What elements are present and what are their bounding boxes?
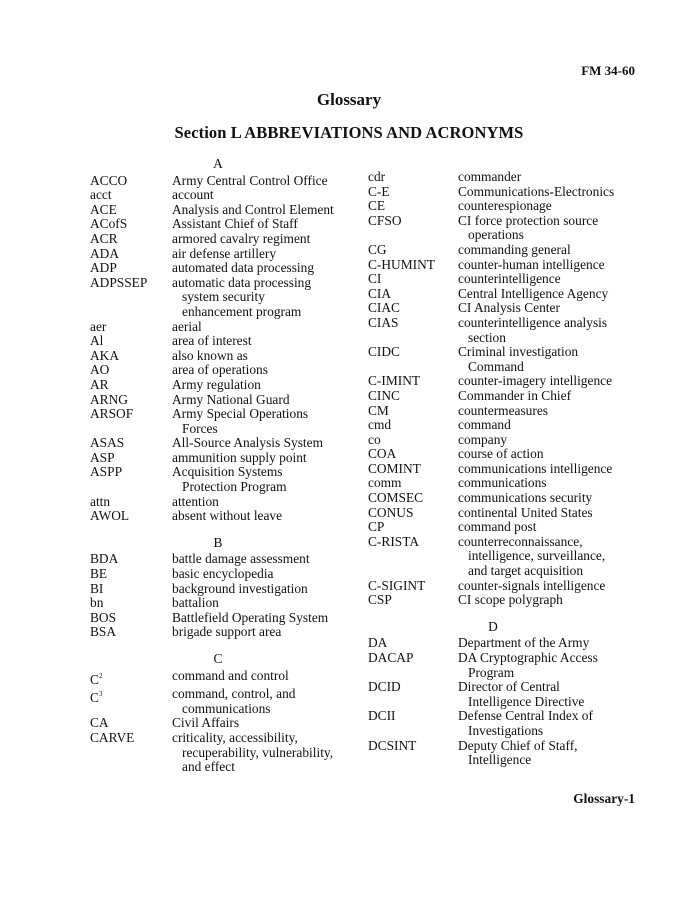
- glossary-entry: [368, 272, 633, 287]
- definition-line: Analysis and Control Element: [172, 201, 334, 217]
- entry-abbreviation: CIA: [368, 285, 392, 301]
- glossary-left-column: [90, 157, 360, 775]
- entry-definition: [172, 625, 360, 640]
- entry-abbreviation: C-IMINT: [368, 373, 421, 389]
- definition-line: Civil Affairs: [172, 715, 240, 731]
- entry-abbreviation: CIAS: [368, 314, 399, 330]
- definition-line: Defense Central Index of: [458, 708, 593, 724]
- definition-continuation: Intelligence: [468, 752, 532, 768]
- glossary-entry: [368, 243, 633, 258]
- definition-line: Deputy Chief of Staff,: [458, 737, 578, 753]
- glossary-entry: [368, 345, 633, 374]
- glossary-entry: [368, 374, 633, 389]
- definition-continuation: Protection Program: [182, 479, 287, 495]
- entry-definition: [172, 349, 360, 364]
- entry-definition: [458, 462, 633, 477]
- definition-continuation: recuperability, vulnerability,: [182, 744, 334, 760]
- definition-line: counterintelligence analysis: [458, 314, 608, 330]
- entry-definition: [172, 247, 360, 262]
- entry-definition: [172, 582, 360, 597]
- entry-abbreviation: cmd: [368, 417, 392, 433]
- entry-abbreviation: ARNG: [90, 391, 128, 407]
- definition-line: communications: [458, 475, 547, 491]
- definition-line: area of interest: [172, 333, 252, 349]
- glossary-entry: [368, 462, 633, 477]
- definition-line: counter-signals intelligence: [458, 577, 606, 593]
- glossary-entry: [90, 731, 360, 775]
- definition-line: brigade support area: [172, 624, 282, 640]
- entry-definition: [172, 334, 360, 349]
- entry-abbreviation: co: [368, 431, 381, 447]
- entry-abbreviation: CSP: [368, 592, 392, 608]
- definition-line: All-Source Analysis System: [172, 435, 324, 451]
- glossary-entry: [90, 716, 360, 731]
- glossary-entry: [368, 389, 633, 404]
- superscript: 2: [98, 671, 103, 680]
- entry-definition: [172, 363, 360, 378]
- glossary-entry: [90, 363, 360, 378]
- definition-line: area of operations: [172, 362, 268, 378]
- entry-abbreviation: ASPP: [90, 464, 123, 480]
- entry-abbreviation: AR: [90, 376, 109, 392]
- entry-abbreviation: cdr: [368, 169, 386, 184]
- entry-abbreviation: CE: [368, 198, 386, 214]
- entry-definition: [458, 579, 633, 594]
- glossary-right-column: [368, 170, 633, 768]
- entry-abbreviation: ACR: [90, 230, 118, 246]
- definition-line: countermeasures: [458, 402, 548, 418]
- definition-continuation: communications: [182, 700, 271, 716]
- glossary-entry: [368, 680, 633, 709]
- entry-definition: [458, 506, 633, 521]
- definition-line: counterreconnaissance,: [458, 533, 583, 549]
- entry-definition: [172, 716, 360, 731]
- entry-definition: [172, 203, 360, 218]
- definition-continuation: system security: [182, 289, 265, 305]
- glossary-entry: [90, 261, 360, 276]
- entry-abbreviation: DCII: [368, 708, 396, 724]
- entry-abbreviation: C-HUMINT: [368, 256, 435, 272]
- entry-abbreviation: BDA: [90, 551, 119, 567]
- definition-line: CI Analysis Center: [458, 300, 560, 316]
- definition-line: counter-imagery intelligence: [458, 373, 613, 389]
- entry-abbreviation: ARSOF: [90, 406, 134, 422]
- glossary-entry: [90, 552, 360, 567]
- definition-line: aerial: [172, 318, 202, 334]
- entry-definition: [172, 188, 360, 203]
- entry-definition: [458, 404, 633, 419]
- entry-definition: [458, 389, 633, 404]
- entry-abbreviation: CA: [90, 715, 109, 731]
- glossary-entry: [90, 188, 360, 203]
- definition-line: Army regulation: [172, 376, 261, 392]
- definition-line: command and control: [172, 667, 289, 683]
- definition-line: ammunition supply point: [172, 449, 307, 465]
- definition-line: Department of the Army: [458, 635, 590, 651]
- glossary-entry: [90, 465, 360, 494]
- entry-abbreviation: ACofS: [90, 216, 128, 232]
- glossary-entry: [368, 579, 633, 594]
- entry-abbreviation: AWOL: [90, 508, 130, 524]
- definition-continuation: Forces: [182, 420, 218, 436]
- glossary-entry: [90, 320, 360, 335]
- section-gap: [368, 608, 633, 620]
- section-letter: D: [488, 618, 498, 634]
- definition-line: also known as: [172, 347, 248, 363]
- definition-continuation: Investigations: [468, 722, 544, 738]
- glossary-entry: [90, 582, 360, 597]
- entry-abbreviation: C-SIGINT: [368, 577, 426, 593]
- entry-abbreviation: $C^2$: [90, 671, 103, 687]
- glossary-entry: [90, 669, 360, 688]
- entry-abbreviation: COMSEC: [368, 490, 424, 506]
- definition-continuation: section: [468, 329, 506, 345]
- document-id: FM 34-60: [581, 63, 635, 78]
- entry-abbreviation: CP: [368, 519, 385, 535]
- entry-abbreviation: AO: [90, 362, 110, 378]
- glossary-entry: [368, 287, 633, 302]
- entry-abbreviation: ADA: [90, 245, 120, 261]
- definition-line: Director of Central: [458, 679, 560, 695]
- entry-definition: [172, 232, 360, 247]
- definition-line: battalion: [172, 595, 219, 611]
- entry-abbreviation: ACCO: [90, 172, 128, 188]
- page-title: Glossary: [316, 90, 382, 109]
- entry-abbreviation: BE: [90, 566, 108, 582]
- entry-abbreviation: ACE: [90, 201, 117, 217]
- entry-definition: [172, 217, 360, 232]
- definition-line: communications intelligence: [458, 460, 613, 476]
- entry-abbreviation: ADPSSEP: [90, 274, 148, 290]
- entry-definition: [458, 199, 633, 214]
- definition-line: armored cavalry regiment: [172, 230, 311, 246]
- entry-definition: [458, 345, 633, 374]
- glossary-entry: [368, 476, 633, 491]
- entry-definition: [458, 739, 633, 768]
- glossary-entry: [368, 535, 633, 579]
- glossary-entry: [368, 709, 633, 738]
- glossary-entry: [368, 491, 633, 506]
- definition-continuation: Command: [468, 358, 524, 374]
- definition-line: criticality, accessibility,: [172, 729, 298, 745]
- entry-abbreviation: BSA: [90, 624, 117, 640]
- entry-abbreviation: DCID: [368, 679, 401, 695]
- definition-line: counter-human intelligence: [458, 256, 605, 272]
- section-gap: [90, 640, 360, 652]
- glossary-entry: [90, 174, 360, 189]
- entry-definition: [172, 320, 360, 335]
- definition-line: automatic data processing: [172, 274, 312, 290]
- glossary-entry: [90, 393, 360, 408]
- definition-line: Commander in Chief: [458, 387, 572, 403]
- glossary-entry: [368, 447, 633, 462]
- glossary-entry: [90, 687, 360, 716]
- section-title: Section L ABBREVIATIONS AND ACRONYMS: [174, 123, 524, 142]
- glossary-entry: [368, 739, 633, 768]
- entry-abbreviation: CARVE: [90, 729, 135, 745]
- glossary-entry: [90, 232, 360, 247]
- definition-continuation: intelligence, surveillance,: [468, 548, 606, 564]
- definition-line: absent without leave: [172, 508, 283, 524]
- entry-definition: [458, 433, 633, 448]
- entry-abbreviation: Al: [90, 333, 104, 349]
- entry-abbreviation: DA: [368, 635, 388, 651]
- entry-definition: [458, 243, 633, 258]
- entry-definition: [458, 185, 633, 200]
- entry-abbreviation: C-E: [368, 183, 390, 199]
- entry-abbreviation: attn: [90, 493, 111, 509]
- glossary-entry: [90, 276, 360, 320]
- entry-abbreviation: acct: [90, 187, 112, 203]
- entry-abbreviation: BI: [90, 580, 104, 596]
- definition-continuation: enhancement program: [182, 303, 302, 319]
- entry-definition: [172, 465, 360, 494]
- definition-line: Acquisition Systems: [172, 464, 283, 480]
- definition-line: command, control, and: [172, 686, 296, 702]
- definition-line: Army National Guard: [172, 391, 290, 407]
- definition-line: Army Special Operations: [172, 406, 309, 422]
- glossary-entry: [90, 436, 360, 451]
- definition-line: commanding general: [458, 241, 571, 257]
- entry-definition: [172, 451, 360, 466]
- page-number: Glossary-1: [573, 791, 635, 806]
- entry-abbreviation: ASP: [90, 449, 115, 465]
- entry-definition: [458, 418, 633, 433]
- entry-abbreviation: bn: [90, 595, 104, 611]
- entry-definition: [458, 476, 633, 491]
- entry-definition: [172, 596, 360, 611]
- glossary-entry: [368, 593, 633, 608]
- entry-definition: [172, 378, 360, 393]
- glossary-entry: [90, 203, 360, 218]
- glossary-entry: [368, 418, 633, 433]
- glossary-entry: [90, 509, 360, 524]
- entry-definition: [458, 535, 633, 579]
- definition-line: Army Central Control Office: [172, 172, 328, 188]
- entry-definition: [458, 593, 633, 608]
- definition-line: commander: [458, 169, 522, 184]
- definition-line: counterintelligence: [458, 271, 561, 287]
- glossary-entry: [368, 651, 633, 680]
- definition-line: basic encyclopedia: [172, 566, 274, 582]
- glossary-entry: [368, 433, 633, 448]
- glossary-entry: [90, 334, 360, 349]
- definition-line: DA Cryptographic Access: [458, 650, 598, 665]
- glossary-entry: [368, 404, 633, 419]
- definition-line: Communications-Electronics: [458, 183, 615, 199]
- entry-definition: [172, 669, 360, 688]
- entry-abbreviation: BOS: [90, 609, 117, 625]
- entry-abbreviation: COMINT: [368, 460, 421, 476]
- definition-line: Battlefield Operating System: [172, 609, 329, 625]
- entry-abbreviation: $C^3$: [90, 690, 103, 706]
- entry-definition: [172, 611, 360, 626]
- entry-definition: [172, 509, 360, 524]
- entry-definition: [458, 680, 633, 709]
- entry-definition: [172, 407, 360, 436]
- definition-line: air defense artillery: [172, 245, 277, 261]
- entry-definition: [172, 174, 360, 189]
- entry-abbreviation: CINC: [368, 387, 400, 403]
- definition-continuation: Program: [468, 664, 515, 680]
- entry-abbreviation: CG: [368, 241, 387, 257]
- entry-abbreviation: COA: [368, 446, 397, 462]
- definition-continuation: Intelligence Directive: [468, 693, 585, 709]
- definition-continuation: operations: [468, 227, 524, 243]
- glossary-entry: [368, 316, 633, 345]
- entry-definition: [458, 447, 633, 462]
- entry-definition: [458, 709, 633, 738]
- entry-abbreviation: CIAC: [368, 300, 400, 316]
- glossary-entry: [90, 625, 360, 640]
- definition-line: command post: [458, 519, 537, 535]
- entry-abbreviation: DCSINT: [368, 737, 417, 753]
- glossary-entry: [368, 636, 633, 651]
- definition-line: communications security: [458, 490, 593, 506]
- entry-abbreviation: ADP: [90, 260, 117, 276]
- entry-definition: [458, 214, 633, 243]
- definition-line: Criminal investigation: [458, 344, 579, 360]
- definition-continuation: and target acquisition: [468, 563, 584, 579]
- entry-abbreviation: CFSO: [368, 212, 402, 228]
- glossary-entry: [90, 451, 360, 466]
- glossary-entry: [90, 596, 360, 611]
- glossary-entry: [368, 199, 633, 214]
- definition-line: CI force protection source: [458, 212, 599, 228]
- entry-definition: [458, 272, 633, 287]
- glossary-entry: [368, 301, 633, 316]
- entry-abbreviation: AKA: [90, 347, 120, 363]
- section-letter: B: [213, 534, 223, 550]
- entry-definition: [458, 520, 633, 535]
- entry-definition: [172, 495, 360, 510]
- definition-line: command: [458, 417, 511, 433]
- entry-abbreviation: aer: [90, 318, 107, 334]
- glossary-entry: [368, 185, 633, 200]
- entry-definition: [458, 316, 633, 345]
- section-letter: C: [213, 651, 223, 666]
- definition-line: course of action: [458, 446, 544, 462]
- definition-line: continental United States: [458, 504, 593, 520]
- entry-abbreviation: CI: [368, 271, 382, 287]
- glossary-entry: [368, 258, 633, 273]
- glossary-entry: [368, 520, 633, 535]
- entry-abbreviation: CM: [368, 402, 389, 418]
- entry-definition: [458, 170, 633, 185]
- entry-definition: [172, 731, 360, 775]
- entry-abbreviation: C-RISTA: [368, 533, 420, 549]
- entry-definition: [458, 287, 633, 302]
- entry-definition: [172, 687, 360, 716]
- entry-abbreviation: CIDC: [368, 344, 400, 360]
- definition-continuation: and effect: [182, 759, 235, 775]
- entry-abbreviation: ASAS: [90, 435, 125, 451]
- glossary-entry: [90, 567, 360, 582]
- definition-line: counterespionage: [458, 198, 552, 214]
- definition-line: CI scope polygraph: [458, 592, 563, 608]
- entry-definition: [458, 636, 633, 651]
- entry-definition: [172, 436, 360, 451]
- entry-definition: [172, 567, 360, 582]
- definition-line: background investigation: [172, 580, 308, 596]
- definition-line: automated data processing: [172, 260, 315, 276]
- glossary-entry: [90, 217, 360, 232]
- definition-line: Assistant Chief of Staff: [172, 216, 298, 232]
- entry-abbreviation: CONUS: [368, 504, 414, 520]
- entry-definition: [172, 393, 360, 408]
- section-letter: A: [213, 156, 223, 171]
- definition-line: company: [458, 431, 508, 447]
- glossary-entry: [368, 214, 633, 243]
- entry-definition: [458, 258, 633, 273]
- glossary-entry: [90, 349, 360, 364]
- entry-definition: [172, 276, 360, 320]
- glossary-entry: [368, 170, 633, 185]
- definition-line: Central Intelligence Agency: [458, 285, 609, 301]
- entry-definition: [458, 651, 633, 680]
- superscript: 3: [98, 690, 103, 699]
- definition-line: account: [172, 187, 214, 203]
- entry-definition: [458, 301, 633, 316]
- entry-abbreviation: DACAP: [368, 650, 414, 665]
- glossary-entry: [90, 611, 360, 626]
- definition-line: battle damage assessment: [172, 551, 310, 567]
- glossary-entry: [368, 506, 633, 521]
- glossary-entry: [90, 495, 360, 510]
- entry-definition: [172, 552, 360, 567]
- glossary-entry: [90, 378, 360, 393]
- entry-definition: [172, 261, 360, 276]
- entry-abbreviation: comm: [368, 475, 402, 491]
- definition-line: attention: [172, 493, 219, 509]
- glossary-entry: [90, 407, 360, 436]
- entry-definition: [458, 374, 633, 389]
- entry-definition: [458, 491, 633, 506]
- glossary-entry: [90, 247, 360, 262]
- section-gap: [90, 524, 360, 536]
